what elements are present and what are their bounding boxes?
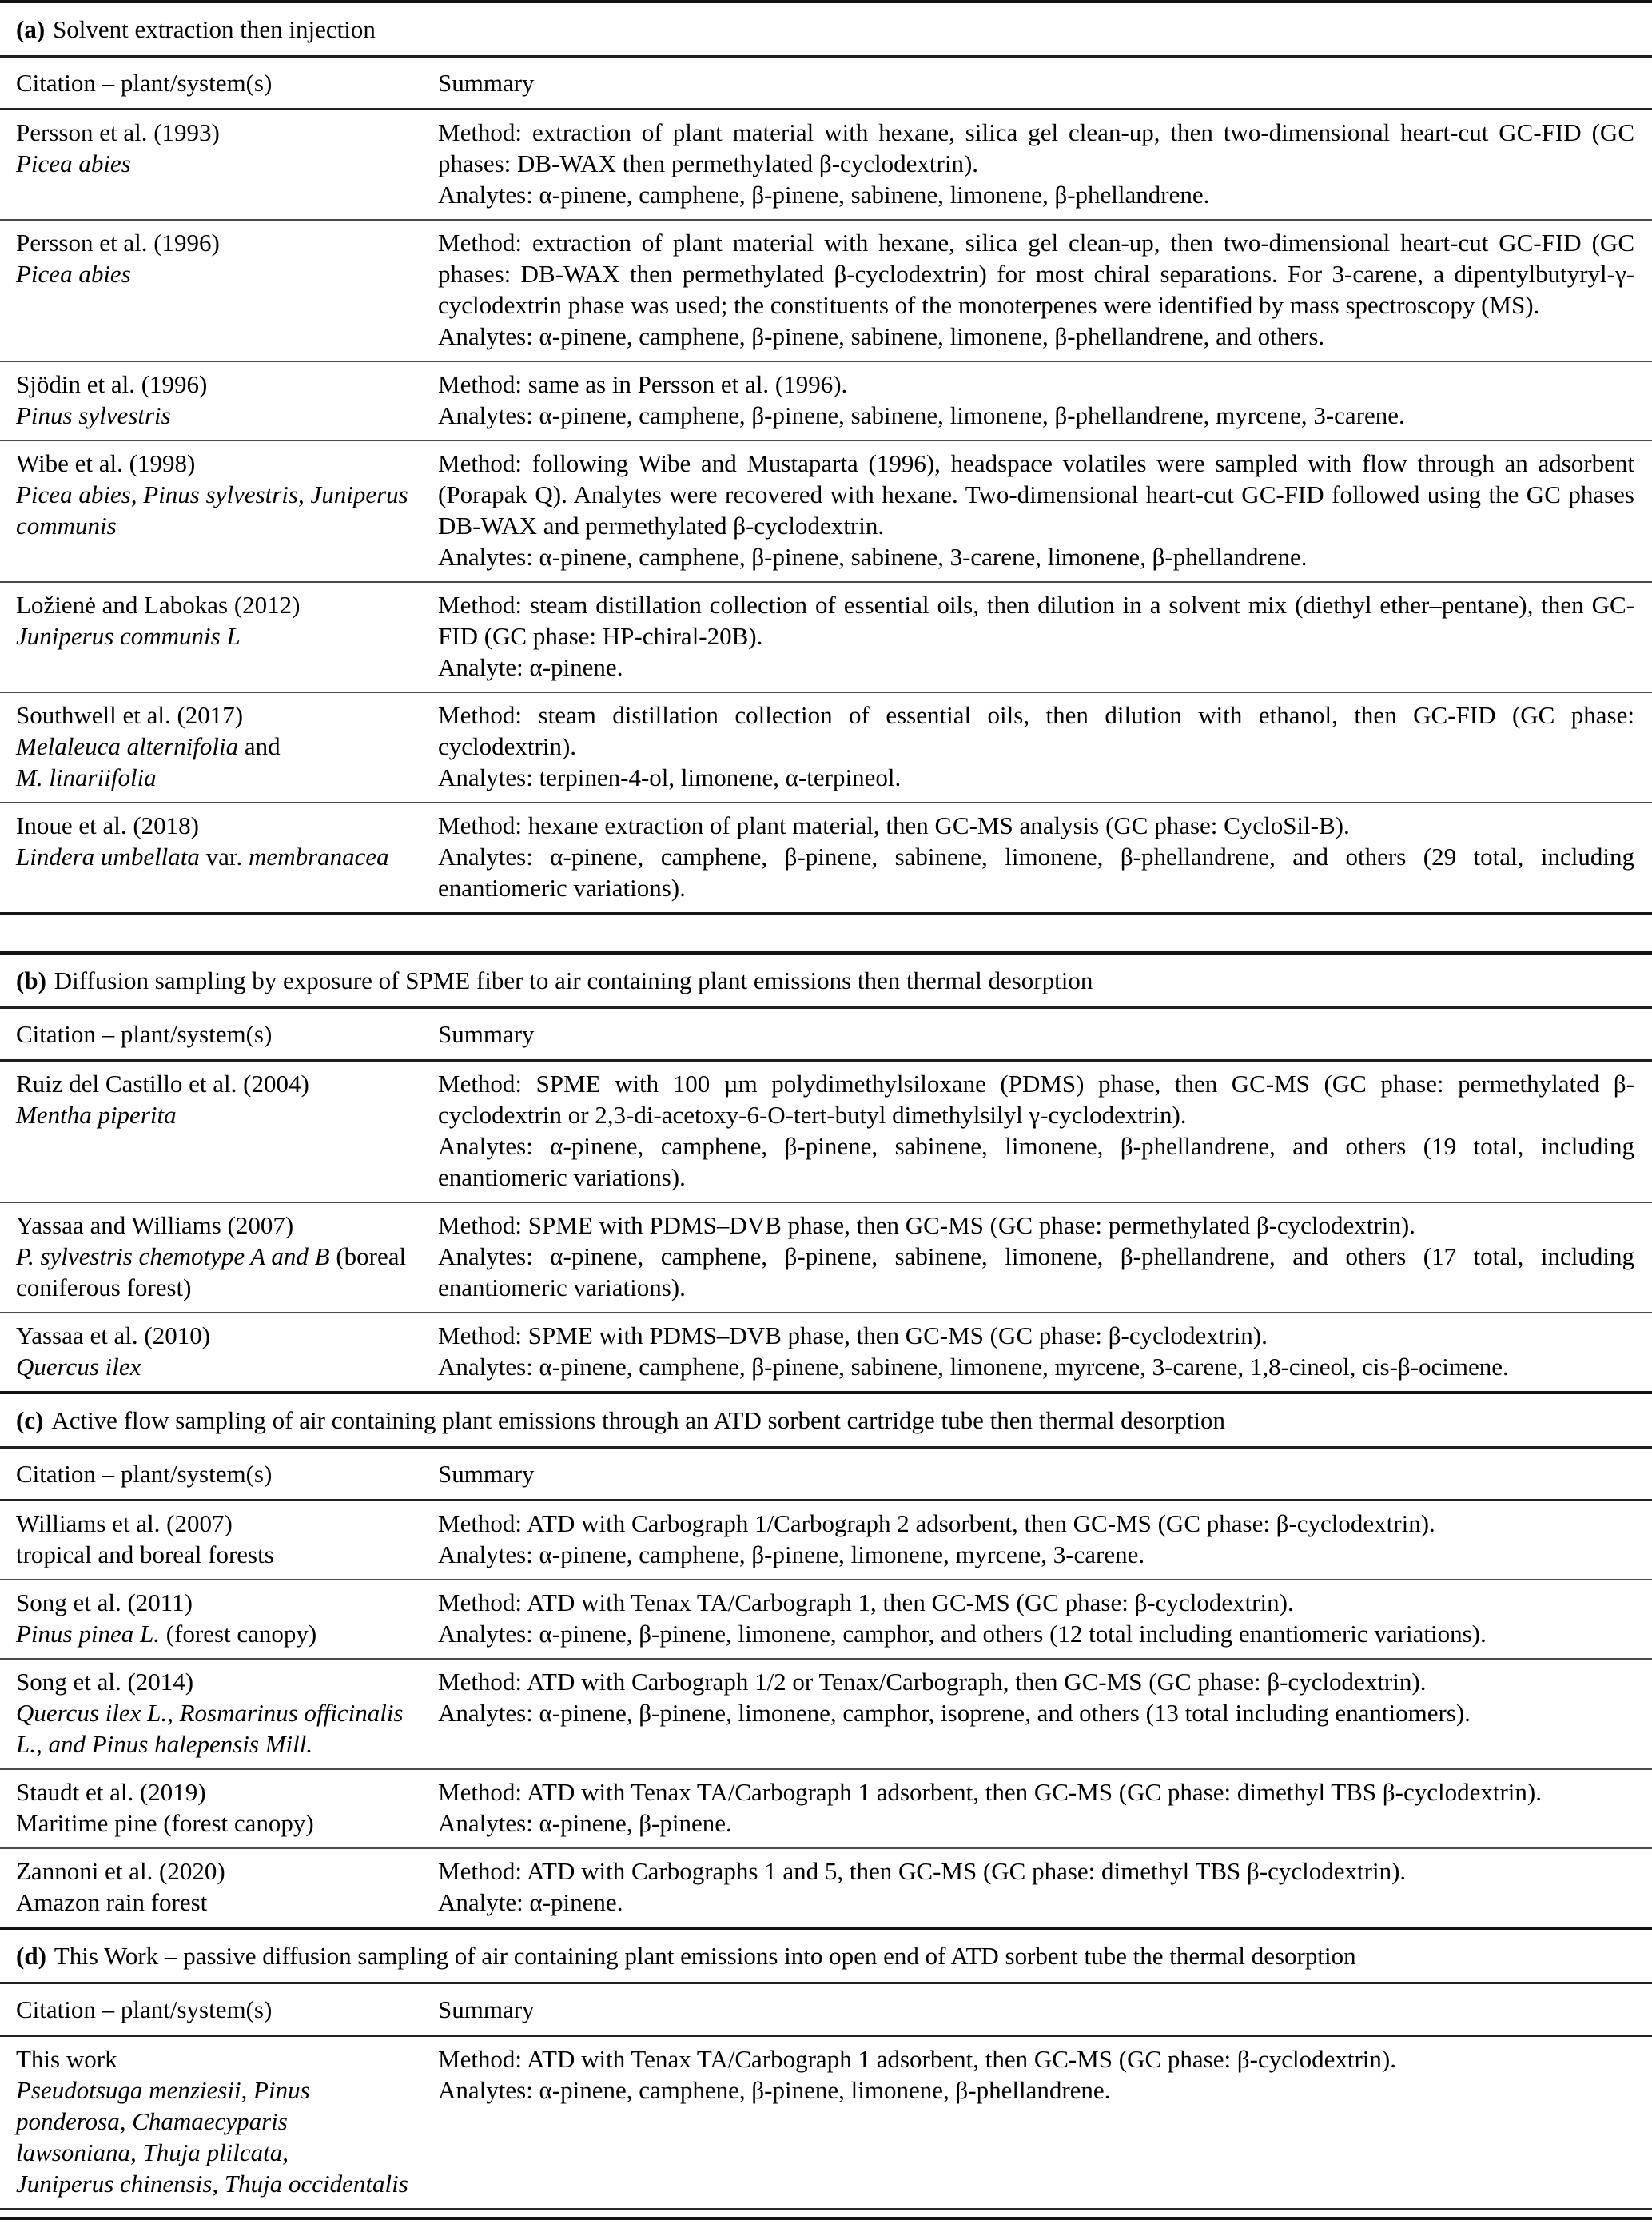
plant-name-line — [16, 258, 425, 289]
citation-cell — [0, 2043, 438, 2199]
plant-name-line — [16, 1351, 425, 1382]
citation-text: Williams et al. (2007) — [16, 1509, 233, 1537]
citation-text: Zannoni et al. (2020) — [16, 1857, 225, 1885]
plant-name-segment: Pseudotsuga menziesii, Pinus — [16, 2076, 310, 2104]
summary-method: Method: same as in Persson et al. (1996). — [438, 370, 848, 398]
table-row — [0, 110, 1652, 219]
summary-analytes: Analytes: terpinen-4-ol, limonene, α-terpineol. — [438, 763, 902, 791]
citation-text: Staudt et al. (2019) — [16, 1778, 206, 1806]
plant-name-segment: lawsoniana, Thuja plilcata, — [16, 2138, 289, 2166]
section-c — [0, 1391, 1652, 1927]
citation-text: Wibe et al. (1998) — [16, 449, 196, 477]
citation-cell — [0, 810, 438, 903]
summary-analytes: Analytes: α-pinene, camphene, β-pinene, limonene, myrcene, 3-carene. — [438, 1540, 1145, 1568]
table-row — [0, 581, 1652, 692]
plant-name-line — [16, 1099, 425, 1130]
summary-analytes: Analyte: α-pinene. — [438, 653, 623, 681]
summary-analytes: Analytes: α-pinene, camphene, β-pinene, sabinene, limonene, β-phellandrene, and others (29 total, including enantiomeric variations). — [438, 843, 1634, 902]
plant-name-segment: and — [238, 732, 281, 760]
plant-name-segment: ponderosa, Chamaecyparis — [16, 2107, 288, 2135]
citation-text: Yassaa and Williams (2007) — [16, 1211, 294, 1239]
summary-analytes: Analytes: α-pinene, camphene, β-pinene, sabinene, limonene, myrcene, 3-carene, 1,8-cineol, cis-β-ocimene. — [438, 1353, 1509, 1381]
citation-cell — [0, 699, 438, 793]
section-title-text: Diffusion sampling by exposure of SPME fiber to air containing plant emissions then thermal desorption — [54, 967, 1093, 994]
citation-cell — [0, 117, 438, 210]
column-header-citation: Citation – plant/system(s) — [16, 1460, 273, 1488]
summary-cell — [438, 1776, 1652, 1839]
plant-name-segment: P. sylvestris chemotype A and B — [16, 1242, 330, 1270]
table-row — [0, 1847, 1652, 1927]
table-row — [0, 802, 1652, 912]
citation-cell — [0, 1320, 438, 1382]
summary-analytes: Analytes: α-pinene, camphene, β-pinene, sabinene, limonene, β-phellandrene, and others (19 total, including enantiomeric variations). — [438, 1132, 1634, 1191]
plant-name-segment: membranacea — [249, 843, 389, 871]
plant-name-line — [16, 620, 425, 652]
citation-text: Ložienė and Labokas (2012) — [16, 591, 301, 619]
table-row — [0, 1579, 1652, 1658]
plant-name-line — [16, 2106, 425, 2137]
table-row — [0, 361, 1652, 440]
summary-method: Method: ATD with Carbograph 1/Carbograph 2 adsorbent, then GC-MS (GC phase: β-cyclodextrin). — [438, 1509, 1435, 1537]
citation-text: Southwell et al. (2017) — [16, 701, 244, 729]
plant-name-segment: Picea abies — [16, 149, 131, 177]
plant-name-line — [16, 1697, 425, 1728]
table-bottom-rule — [0, 2208, 1652, 2220]
plant-name-segment: coniferous forest) — [16, 1273, 192, 1301]
plant-name-segment: M. linariifolia — [16, 763, 157, 791]
summary-cell — [438, 1068, 1652, 1193]
column-header-citation: Citation – plant/system(s) — [16, 1995, 273, 2023]
summary-cell — [438, 117, 1652, 210]
plant-name-segment: Quercus ilex — [16, 1353, 141, 1381]
citation-cell — [0, 1855, 438, 1918]
plant-name-segment: Mentha piperita — [16, 1101, 177, 1129]
plant-name-line — [16, 1539, 425, 1570]
table-row — [0, 1312, 1652, 1391]
plant-name-segment: tropical and boreal forests — [16, 1540, 274, 1568]
summary-analytes: Analytes: α-pinene, camphene, β-pinene, sabinene, 3-carene, limonene, β-phellandrene. — [438, 543, 1308, 571]
citation-text: Yassaa et al. (2010) — [16, 1321, 211, 1349]
summary-method: Method: extraction of plant material with hexane, silica gel clean-up, then two-dimensional heart-cut GC-FID (GC phases: DB-WAX then permethylated β-cyclodextrin) for most chiral separations. For 3-carene, a dipentylbutyryl-γ-cyclodextrin phase was used; the constituents of the monoterpenes were identified by mass spectroscopy (MS). — [438, 229, 1634, 319]
column-header-summary: Summary — [438, 1995, 535, 2023]
summary-cell — [438, 369, 1652, 431]
section-title-row — [0, 3, 1652, 55]
summary-cell — [438, 1320, 1652, 1382]
table-row — [0, 1062, 1652, 1202]
section-label: (a) — [16, 15, 46, 43]
summary-analytes: Analytes: α-pinene, camphene, β-pinene, sabinene, limonene, β-phellandrene, myrcene, 3-carene. — [438, 401, 1405, 429]
plant-name-line — [16, 510, 425, 541]
plant-name-line — [16, 148, 425, 179]
plant-name-segment: Pinus pinea L. — [16, 1620, 160, 1648]
column-header-summary: Summary — [438, 69, 535, 97]
citation-text: Inoue et al. (2018) — [16, 811, 199, 839]
summary-method: Method: steam distillation collection of essential oils, then dilution with ethanol, then GC-FID (GC phase: cyclodextrin). — [438, 701, 1634, 760]
table-row — [0, 692, 1652, 802]
plant-name-segment: (boreal — [329, 1242, 407, 1270]
plant-name-line — [16, 1807, 425, 1839]
plant-name-segment: Melaleuca alternifolia — [16, 732, 239, 760]
column-header-summary: Summary — [438, 1460, 535, 1488]
plant-name-line — [16, 2168, 425, 2199]
citation-cell — [0, 1666, 438, 1760]
section-title-row — [0, 1394, 1652, 1446]
section-title-text: Active flow sampling of air containing plant emissions through an ATD sorbent cartridge tube then thermal desorption — [51, 1406, 1226, 1434]
plant-name-segment: Lindera umbellata — [16, 843, 200, 871]
citation-text: Sjödin et al. (1996) — [16, 370, 208, 398]
summary-analytes: Analytes: α-pinene, camphene, β-pinene, sabinene, limonene, β-phellandrene, and others. — [438, 322, 1325, 350]
plant-name-line — [16, 2075, 425, 2106]
citation-text: Persson et al. (1996) — [16, 229, 220, 257]
plant-name-line — [16, 479, 425, 510]
plant-name-line — [16, 1728, 425, 1760]
plant-name-line — [16, 762, 425, 793]
plant-name-line — [16, 1887, 425, 1918]
section-title-text: Solvent extraction then injection — [53, 15, 376, 43]
section-label: (b) — [16, 967, 46, 994]
summary-method: Method: following Wibe and Mustaparta (1996), headspace volatiles were sampled with flow through an adsorbent (Porapak Q). Analytes were recovered with hexane. Two-dimensional heart-cut GC-FID followed using the GC phases DB-WAX and permethylated β-cyclodextrin. — [438, 449, 1634, 540]
plant-name-line — [16, 400, 425, 431]
plant-name-segment: Juniperus chinensis, Thuja occidentalis — [16, 2170, 408, 2198]
table-row — [0, 1768, 1652, 1847]
table-row — [0, 1501, 1652, 1579]
plant-name-line — [16, 731, 425, 762]
summary-analytes: Analytes: α-pinene, β-pinene. — [438, 1809, 732, 1837]
citation-cell — [0, 1508, 438, 1570]
citation-text: Song et al. (2014) — [16, 1668, 194, 1696]
citation-text: Persson et al. (1993) — [16, 118, 220, 146]
citation-cell — [0, 1210, 438, 1303]
plant-name-line — [16, 1272, 425, 1303]
plant-name-segment: (forest canopy) — [159, 1620, 317, 1648]
plant-name-segment: Maritime pine (forest canopy) — [16, 1809, 314, 1837]
table-row — [0, 1202, 1652, 1312]
summary-method: Method: hexane extraction of plant material, then GC-MS analysis (GC phase: CycloSil-B). — [438, 811, 1350, 839]
summary-cell — [438, 1587, 1652, 1649]
plant-name-line — [16, 1618, 425, 1649]
summary-method: Method: steam distillation collection of essential oils, then dilution in a solvent mix (diethyl ether–pentane), then GC-FID (GC phase: HP-chiral-20B). — [438, 591, 1634, 650]
summary-method: Method: ATD with Carbographs 1 and 5, then GC-MS (GC phase: dimethyl TBS β-cyclodextrin). — [438, 1857, 1407, 1885]
citation-cell — [0, 1776, 438, 1839]
citation-text: Ruiz del Castillo et al. (2004) — [16, 1070, 309, 1098]
section-title-text: This Work – passive diffusion sampling of air containing plant emissions into open end of ATD sorbent tube the thermal desorption — [54, 1942, 1356, 1970]
plant-name-segment: communis — [16, 512, 117, 540]
section-label: (d) — [16, 1942, 46, 1970]
citation-text: Song et al. (2011) — [16, 1588, 193, 1616]
summary-cell — [438, 1666, 1652, 1760]
plant-name-segment: Juniperus communis L — [16, 622, 241, 650]
citation-cell — [0, 1068, 438, 1193]
column-header-citation: Citation – plant/system(s) — [16, 1020, 273, 1048]
summary-analytes: Analyte: α-pinene. — [438, 1888, 623, 1916]
summary-method: Method: SPME with 100 µm polydimethylsiloxane (PDMS) phase, then GC-MS (GC phase: permethylated β-cyclodextrin or 2,3-di-acetoxy-6-O-tert-butyl dimethylsilyl γ-cyclodextrin). — [438, 1070, 1634, 1129]
plant-name-segment: var. — [199, 843, 249, 871]
column-header-summary: Summary — [438, 1020, 535, 1048]
citation-text: This work — [16, 2045, 117, 2073]
summary-method: Method: extraction of plant material with hexane, silica gel clean-up, then two-dimensional heart-cut GC-FID (GC phases: DB-WAX then permethylated β-cyclodextrin). — [438, 118, 1634, 177]
section-d — [0, 1927, 1652, 2208]
table-row — [0, 219, 1652, 361]
summary-analytes: Analytes: α-pinene, camphene, β-pinene, sabinene, limonene, β-phellandrene. — [438, 181, 1210, 209]
summary-analytes: Analytes: α-pinene, β-pinene, limonene, camphor, and others (12 total including enantiomeric variations). — [438, 1620, 1487, 1648]
summary-cell — [438, 699, 1652, 793]
plant-name-segment: Quercus ilex L., Rosmarinus officinalis — [16, 1699, 404, 1727]
summary-cell — [438, 1210, 1652, 1303]
plant-name-segment: Picea abies — [16, 260, 131, 288]
column-header-row — [0, 55, 1652, 110]
table-row — [0, 2037, 1652, 2208]
summary-cell — [438, 589, 1652, 683]
section-b — [0, 951, 1652, 1391]
summary-method: Method: SPME with PDMS–DVB phase, then GC-MS (GC phase: permethylated β-cyclodextrin). — [438, 1211, 1415, 1239]
summary-cell — [438, 1855, 1652, 1918]
summary-analytes: Analytes: α-pinene, camphene, β-pinene, limonene, β-phellandrene. — [438, 2076, 1111, 2104]
citation-cell — [0, 448, 438, 572]
summary-cell — [438, 448, 1652, 572]
column-header-row — [0, 1446, 1652, 1501]
column-header-citation: Citation – plant/system(s) — [16, 69, 273, 97]
summary-cell — [438, 2043, 1652, 2199]
section-title-row — [0, 1930, 1652, 1982]
summary-method: Method: ATD with Tenax TA/Carbograph 1 adsorbent, then GC-MS (GC phase: dimethyl TBS β-cyclodextrin). — [438, 1778, 1542, 1806]
summary-method: Method: SPME with PDMS–DVB phase, then GC-MS (GC phase: β-cyclodextrin). — [438, 1321, 1268, 1349]
plant-name-segment: L., and Pinus halepensis Mill. — [16, 1730, 313, 1758]
table-row — [0, 440, 1652, 581]
citation-cell — [0, 1587, 438, 1649]
summary-analytes: Analytes: α-pinene, β-pinene, limonene, camphor, isoprene, and others (13 total including enantiomers). — [438, 1699, 1471, 1727]
summary-method: Method: ATD with Tenax TA/Carbograph 1 adsorbent, then GC-MS (GC phase: β-cyclodextrin). — [438, 2045, 1396, 2073]
column-header-row — [0, 1982, 1652, 2037]
section-title-row — [0, 955, 1652, 1006]
plant-name-line — [16, 841, 425, 872]
table-row — [0, 1658, 1652, 1768]
plant-name-segment: Amazon rain forest — [16, 1888, 208, 1916]
summary-cell — [438, 810, 1652, 903]
plant-name-segment: Pinus sylvestris — [16, 401, 171, 429]
column-header-row — [0, 1006, 1652, 1062]
section-label: (c) — [16, 1406, 44, 1434]
citation-cell — [0, 227, 438, 352]
plant-name-segment: Picea abies, Pinus sylvestris, Juniperus — [16, 480, 408, 508]
plant-name-line — [16, 1241, 425, 1272]
summary-analytes: Analytes: α-pinene, camphene, β-pinene, sabinene, limonene, β-phellandrene, and others (17 total, including enantiomeric variations). — [438, 1242, 1634, 1301]
citation-cell — [0, 369, 438, 431]
section-a — [0, 0, 1652, 915]
summary-method: Method: ATD with Tenax TA/Carbograph 1, then GC-MS (GC phase: β-cyclodextrin). — [438, 1588, 1294, 1616]
summary-method: Method: ATD with Carbograph 1/2 or Tenax/Carbograph, then GC-MS (GC phase: β-cyclodextrin). — [438, 1668, 1427, 1696]
summary-cell — [438, 1508, 1652, 1570]
citation-cell — [0, 589, 438, 683]
summary-cell — [438, 227, 1652, 352]
